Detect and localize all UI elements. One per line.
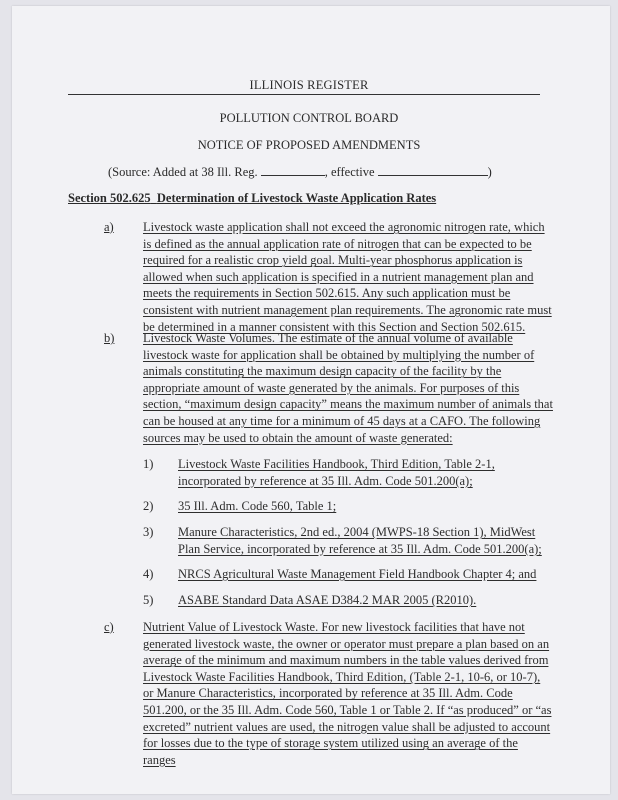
list-item: NRCS Agricultural Waste Management Field Handbook Chapter 4; and xyxy=(178,567,537,581)
section-number: Section 502.625 xyxy=(68,191,151,205)
effective-date-blank xyxy=(378,164,488,176)
subsection-marker: b) xyxy=(104,331,115,345)
subsection-text: Nutrient Value of Livestock Waste. For new livestock facilities that have not generated livestock waste, the owner or operator must prepare a plan based on an average of the minimum and maximum numbers in the table values derived from Livestock Waste Facilities Handbook, Third Edition, (Table 2-1, 10-6, or 10-7), or Manure Characteristics, incorporated by reference at 35 Ill. Adm. Code 501.200, or the 35 Ill. Adm. Code 560, Table 1 or Table 2. If “as produced” or “as excreted” nutrient values are used, the nitrogen value shall be adjusted to account for losses due to the type of storage system utilized using an average of the ranges xyxy=(143,620,552,767)
source-prefix: (Source: Added at 38 Ill. Reg. xyxy=(108,165,258,179)
item-number: 2) xyxy=(143,499,154,513)
source-middle: , effective xyxy=(324,165,375,179)
notice-heading: NOTICE OF PROPOSED AMENDMENTS xyxy=(197,138,421,152)
subsection-marker: a) xyxy=(104,220,114,234)
source-suffix: ) xyxy=(487,165,492,179)
subsection-text: Livestock Waste Volumes. The estimate of the annual volume of available livestock waste for application shall be obtained by multiplying the number of animals constituting the maximum design capacity of the facility by the appropriate amount of waste generated by the animals. For purposes of this section, “maximum design capacity” means the maximum number of animals that can be housed at any time for a minimum of 45 days at a CAFO. The following sources may be used to obtain the amount of waste generated: xyxy=(143,331,553,445)
source-note xyxy=(108,164,492,180)
list-item: Manure Characteristics, 2nd ed., 2004 (MWPS-18 Section 1), MidWest Plan Service, incorporated by reference at 35 Ill. Adm. Code 501.200(a); xyxy=(178,525,542,556)
subsection-marker: c) xyxy=(104,620,114,634)
list-item: Livestock Waste Facilities Handbook, Third Edition, Table 2-1, incorporated by reference at 35 Ill. Adm. Code 501.200(a); xyxy=(178,457,495,488)
item-number: 3) xyxy=(143,525,154,539)
item-number: 1) xyxy=(143,457,154,471)
board-heading: POLLUTION CONTROL BOARD xyxy=(219,111,399,125)
subsection-text: Livestock waste application shall not exceed the agronomic nitrogen rate, which is defined as the annual application rate of nitrogen that can be expected to be required for a realistic crop yield goal. Multi-year phosphorus application is allowed when such application is specified in a nutrient management plan and meets the requirements in Section 502.615. Any such application must be consistent with nutrient management plan requirements. The agronomic rate must be determined in a manner consistent with this Section and Section 502.615. xyxy=(143,220,552,334)
section-title: Determination of Livestock Waste Application Rates xyxy=(156,191,437,205)
item-number: 4) xyxy=(143,567,154,581)
item-number: 5) xyxy=(143,593,154,607)
section-heading xyxy=(68,191,436,206)
register-volume-blank xyxy=(261,164,325,176)
list-item: ASABE Standard Data ASAE D384.2 MAR 2005 (R2010). xyxy=(178,593,477,607)
header-rule xyxy=(68,94,540,95)
list-item: 35 Ill. Adm. Code 560, Table 1; xyxy=(178,499,337,513)
register-heading: ILLINOIS REGISTER xyxy=(249,78,369,92)
